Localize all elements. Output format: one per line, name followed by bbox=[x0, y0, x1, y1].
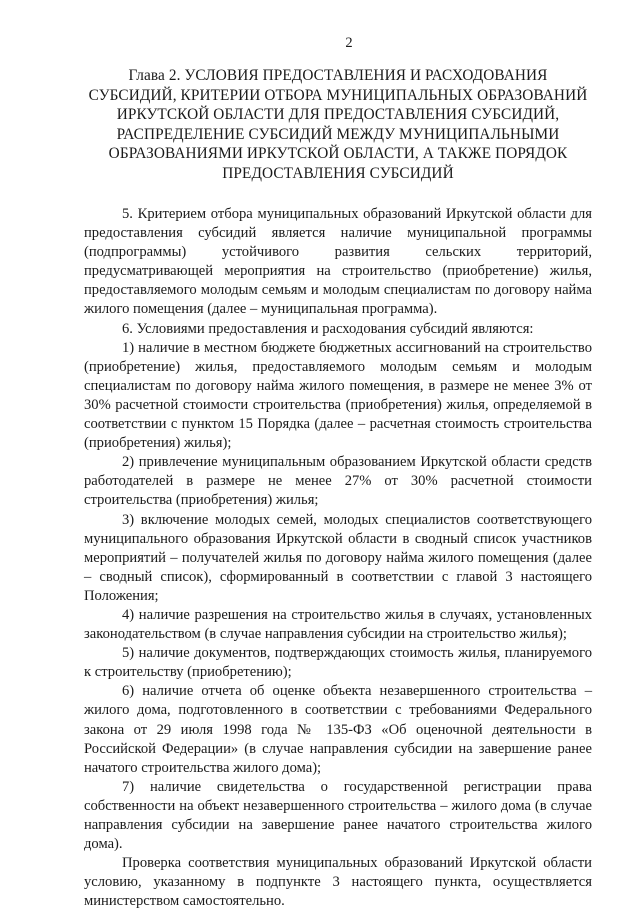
subparagraph-4: 4) наличие разрешения на строительство жилья в случаях, установленных законодательством (в случае направления субсидии на строительство жилья); bbox=[84, 606, 592, 643]
paragraph-6: 6. Условиями предоставления и расходования субсидий являются: bbox=[122, 320, 534, 337]
heading-line: СУБСИДИЙ, КРИТЕРИИ ОТБОРА МУНИЦИПАЛЬНЫХ ОБРАЗОВАНИЙ bbox=[88, 86, 588, 104]
document-body bbox=[84, 205, 592, 911]
heading-line: Глава 2. УСЛОВИЯ ПРЕДОСТАВЛЕНИЯ И РАСХОДОВАНИЯ bbox=[128, 67, 548, 84]
heading-line: ПРЕДОСТАВЛЕНИЯ СУБСИДИЙ bbox=[222, 164, 454, 182]
verification-paragraph: Проверка соответствия муниципальных образований Иркутской области условию, указанному в подпункте 3 настоящего пункта, осуществляется министерством самостоятельно. bbox=[84, 855, 592, 910]
subparagraph-2: 2) привлечение муниципальным образованием Иркутской области средств работодателей в размере не менее 27% от 30% расчетной стоимости строительства (приобретения) жилья; bbox=[84, 454, 592, 509]
heading-line: РАСПРЕДЕЛЕНИЕ СУБСИДИЙ МЕЖДУ МУНИЦИПАЛЬНЫМИ bbox=[116, 125, 560, 143]
subparagraph-7: 7) наличие свидетельства о государственной регистрации права собственности на объект незавершенного строительства – жилого дома (в случае направления субсидии на завершение ранее начатого строительства жилого дома). bbox=[84, 778, 592, 853]
subparagraph-5: 5) наличие документов, подтверждающих стоимость жилья, планируемого к строительству (приобретению); bbox=[84, 645, 592, 681]
subparagraph-6: 6) наличие отчета об оценке объекта незавершенного строительства – жилого дома, подготовленного в соответствии с требованиями Федерального закона от 29 июля 1998 года № 135-ФЗ «Об оценочной деятельности в Российской Федерации» (в случае направления субсидии на завершение ранее начатого строительства жилого дома); bbox=[84, 683, 592, 776]
subparagraph-3: 3) включение молодых семей, молодых специалистов соответствующего муниципального образования Иркутской области в сводный список участников мероприятий – получателей жилья по договору найма жилого помещения (далее – сводный список), сформированный в соответствии с главой 3 настоящего Положения; bbox=[84, 511, 592, 604]
heading-line: ИРКУТСКОЙ ОБЛАСТИ ДЛЯ ПРЕДОСТАВЛЕНИЯ СУБСИДИЙ, bbox=[116, 106, 560, 123]
paragraph-5: 5. Критерием отбора муниципальных образований Иркутской области для предоставления субсидий является наличие муниципальной программы (подпрограммы) устойчивого развития сельских территорий, предусматривающей мероприятия на строительство (приобретение) жилья, предоставляемого молодым семьям и молодым специалистам по договору найма жилого помещения (далее – муниципальная программа). bbox=[84, 206, 592, 318]
subparagraph-1: 1) наличие в местном бюджете бюджетных ассигнований на строительство (приобретение) жилья, предоставляемого молодым семьям и молодым специалистам по договору найма жилого помещения, в размере не менее 3% от 30% расчетной стоимости строительства (приобретения) жилья, определяемой в соответствии с пунктом 15 Порядка (далее – расчетная стоимость строительства (приобретения) жилья); bbox=[84, 339, 592, 452]
heading-line: ОБРАЗОВАНИЯМИ ИРКУТСКОЙ ОБЛАСТИ, А ТАКЖЕ ПОРЯДОК bbox=[108, 145, 568, 162]
page-number: 2 bbox=[345, 35, 353, 51]
chapter-heading bbox=[84, 66, 592, 183]
